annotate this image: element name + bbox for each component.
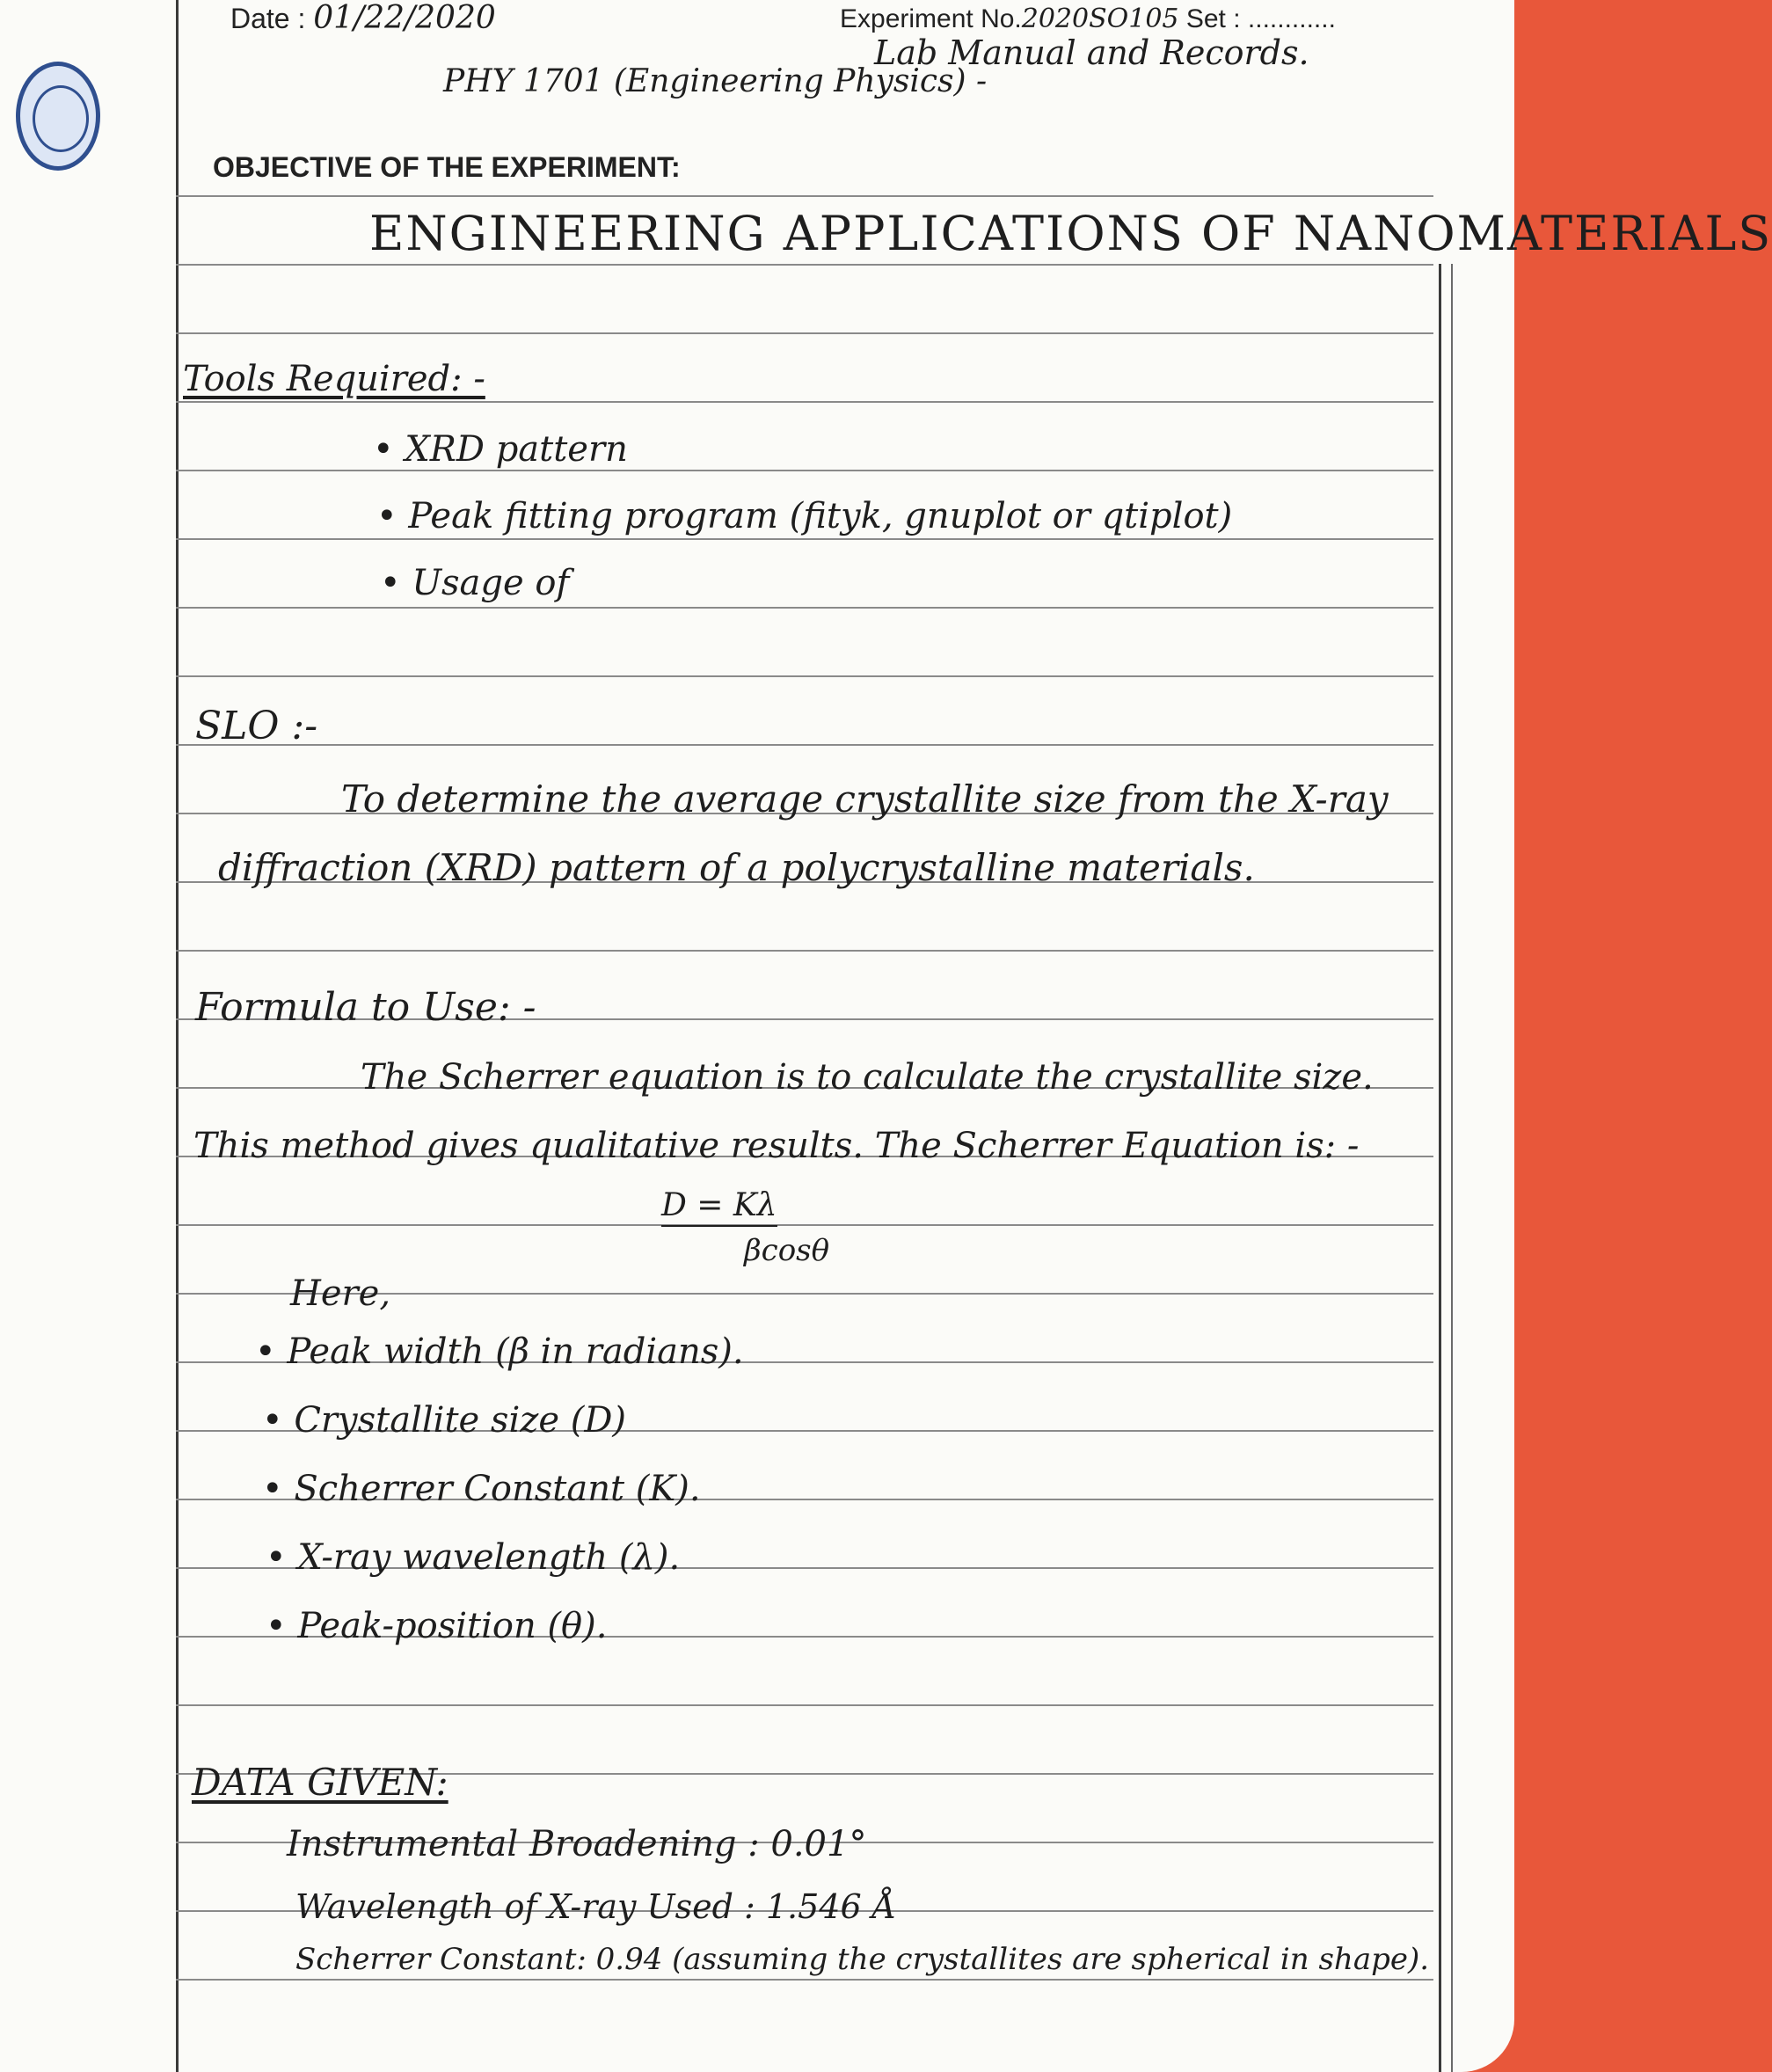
rule-line [176,470,1433,471]
formula-numerator: D = Kλ [661,1187,777,1227]
rule-line [176,950,1433,952]
tool-item: • Peak fitting program (fityk, gnuplot or qtiplot) [376,496,1232,536]
set-label: Set : [1185,4,1241,33]
set-dots: ............ [1247,4,1336,33]
rule-line [176,675,1433,677]
course-title: PHY 1701 (Engineering Physics) - [443,63,988,99]
rule-line [176,1704,1433,1706]
rule-line [176,401,1433,403]
date-label: Date : [230,3,306,34]
variable-item: • Peak width (β in radians). [255,1331,744,1372]
right-margin-line-inner [1451,264,1453,2072]
right-margin-line [1439,264,1441,2072]
experiment-value: 2020SO105 [1021,4,1179,34]
experiment-label: Experiment No. [840,4,1022,33]
rule-line [176,264,1433,266]
slo-line-2: diffraction (XRD) pattern of a polycrystalline materials. [218,846,1255,889]
data-line-2: Wavelength of X-ray Used : 1.546 Å [295,1887,897,1926]
data-line-3: Scherrer Constant: 0.94 (assuming the crystallites are spherical in shape). [295,1942,1430,1977]
date-value: 01/22/2020 [313,0,496,36]
here-label: Here, [290,1273,391,1314]
experiment-field [840,4,1336,34]
rule-line [176,744,1433,746]
rule-line [176,332,1433,334]
date-field [230,0,496,36]
variable-item: • X-ray wavelength (λ). [266,1537,680,1578]
formula-heading: Formula to Use: - [195,985,536,1030]
rule-line [176,538,1433,540]
formula-denominator: βcosθ [744,1233,830,1268]
data-line-1: Instrumental Broadening : 0.01° [287,1824,867,1864]
objective-label: OBJECTIVE OF THE EXPERIMENT: [213,151,681,183]
rule-line [176,1224,1433,1226]
tools-heading: Tools Required: - [183,359,485,399]
slo-heading: SLO :- [195,704,318,748]
formula-line-1: The Scherrer equation is to calculate the crystallite size. [361,1057,1374,1098]
rule-line [176,1979,1433,1981]
rule-line [176,607,1433,609]
variable-item: • Crystallite size (D) [262,1400,626,1441]
rule-line [176,195,1433,197]
variable-item: • Peak-position (θ). [266,1606,607,1646]
tool-item: • Usage of [380,563,569,603]
experiment-title: ENGINEERING APPLICATIONS OF NANOMATERIALS [369,206,1772,261]
logo-emblem [33,85,89,152]
tool-item: • XRD pattern [373,429,628,470]
university-logo [16,62,100,171]
formula-line-2: This method gives qualitative results. The Scherrer Equation is: - [193,1126,1360,1166]
data-given-heading: DATA GIVEN: [192,1761,448,1804]
slo-line-1: To determine the average crystallite size from the X-ray [341,777,1389,821]
lab-manual-subtitle: Lab Manual and Records. [874,33,1309,72]
variable-item: • Scherrer Constant (K). [262,1469,701,1509]
margin-line [176,0,179,2072]
